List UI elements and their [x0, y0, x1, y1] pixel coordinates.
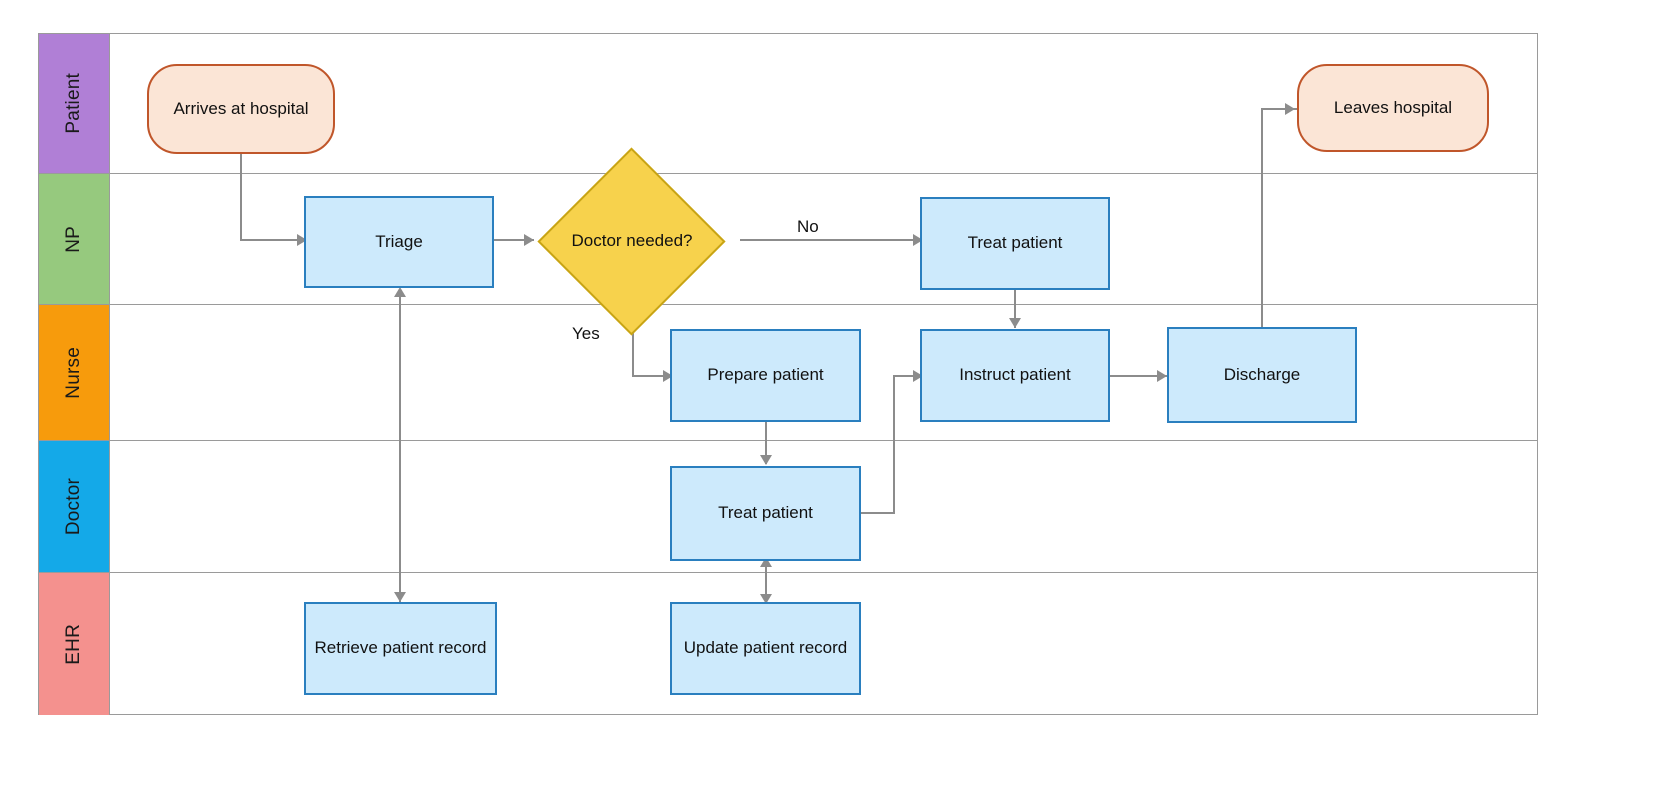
lane-header-patient	[39, 34, 110, 173]
node-discharge[interactable]: Discharge	[1167, 327, 1357, 423]
lane-header-nurse	[39, 305, 110, 440]
edge-label-no: No	[797, 217, 819, 236]
arrowhead-instruct-in-top	[1009, 318, 1021, 328]
connector-no-branch	[740, 239, 926, 241]
lane-header-doctor	[39, 441, 110, 572]
node-decision-doctor-needed-label: Doctor needed?	[571, 230, 693, 250]
arrowhead-decision-in	[524, 234, 534, 246]
lane-label-np: NP	[63, 225, 84, 253]
node-retrieve-patient-record[interactable]: Retrieve patient record	[304, 602, 497, 695]
arrowhead-treatdoctor-in	[760, 455, 772, 465]
arrowhead-leaves-in	[1285, 103, 1295, 115]
connector-treatdoctor-up	[893, 375, 895, 513]
arrowhead-triage-in-bottom	[394, 287, 406, 297]
lane-label-doctor: Doctor	[63, 477, 84, 536]
lane-label-nurse: Nurse	[63, 346, 84, 399]
node-treat-patient-doctor[interactable]: Treat patient	[670, 466, 861, 561]
lane-label-patient: Patient	[63, 73, 84, 134]
node-triage[interactable]: Triage	[304, 196, 494, 288]
lane-header-np	[39, 174, 110, 304]
arrowhead-retrieve-in-top	[394, 592, 406, 602]
node-instruct-patient[interactable]: Instruct patient	[920, 329, 1110, 422]
lane-label-ehr: EHR	[63, 623, 84, 665]
connector-treatdoctor-right	[861, 512, 895, 514]
edge-label-yes: Yes	[572, 324, 600, 343]
connector-arrives-to-triage-h	[240, 239, 304, 241]
node-prepare-patient[interactable]: Prepare patient	[670, 329, 861, 422]
node-update-patient-record[interactable]: Update patient record	[670, 602, 861, 695]
node-arrives-at-hospital[interactable]: Arrives at hospital	[147, 64, 335, 154]
arrowhead-discharge-in	[1157, 370, 1167, 382]
connector-arrives-to-triage-v	[240, 153, 242, 241]
connector-discharge-up	[1261, 108, 1263, 328]
lane-header-ehr	[39, 573, 110, 715]
node-treat-patient-np[interactable]: Treat patient	[920, 197, 1110, 290]
connector-retrieve-triage	[399, 291, 401, 603]
node-leaves-hospital[interactable]: Leaves hospital	[1297, 64, 1489, 152]
